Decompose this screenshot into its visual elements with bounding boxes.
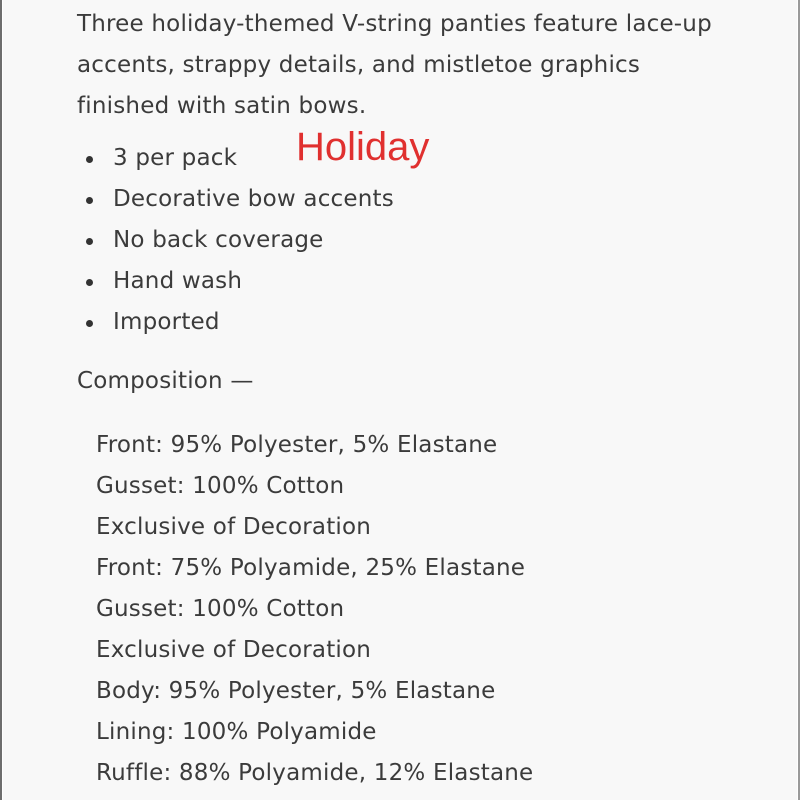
bullet-icon [86,156,93,163]
feature-text: 3 per pack [113,145,238,171]
list-item [77,302,394,343]
feature-text: No back coverage [113,227,324,253]
left-border [0,0,2,800]
composition-line: Gusset: 100% Cotton [96,596,345,622]
list-item [77,261,394,302]
holiday-overlay-label: Holiday [296,125,430,169]
list-item [77,220,394,261]
composition-line: Body: 95% Polyester, 5% Elastane [96,678,496,704]
bullet-icon [86,238,93,245]
composition-line: Front: 95% Polyester, 5% Elastane [96,432,498,458]
product-description: Three holiday-themed V-string panties feature lace-up accents, strappy details, and mistletoe graphics finished with satin bows. [77,11,712,119]
composition-list [96,425,533,794]
composition-line: Ruffle: 88% Polyamide, 12% Elastane [96,760,534,786]
composition-line: Lining: 100% Polyamide [96,719,377,745]
composition-heading: Composition — [77,368,254,394]
bullet-icon [86,197,93,204]
composition-line: Gusset: 100% Cotton [96,473,345,499]
composition-line: Front: 75% Polyamide, 25% Elastane [96,555,526,581]
feature-text: Hand wash [113,268,243,294]
composition-line: Exclusive of Decoration [96,514,372,540]
product-details-panel [3,0,797,800]
feature-text: Decorative bow accents [113,186,394,212]
list-item [77,179,394,220]
composition-line: Exclusive of Decoration [96,637,372,663]
bullet-icon [86,279,93,286]
feature-text: Imported [113,309,220,335]
bullet-icon [86,320,93,327]
